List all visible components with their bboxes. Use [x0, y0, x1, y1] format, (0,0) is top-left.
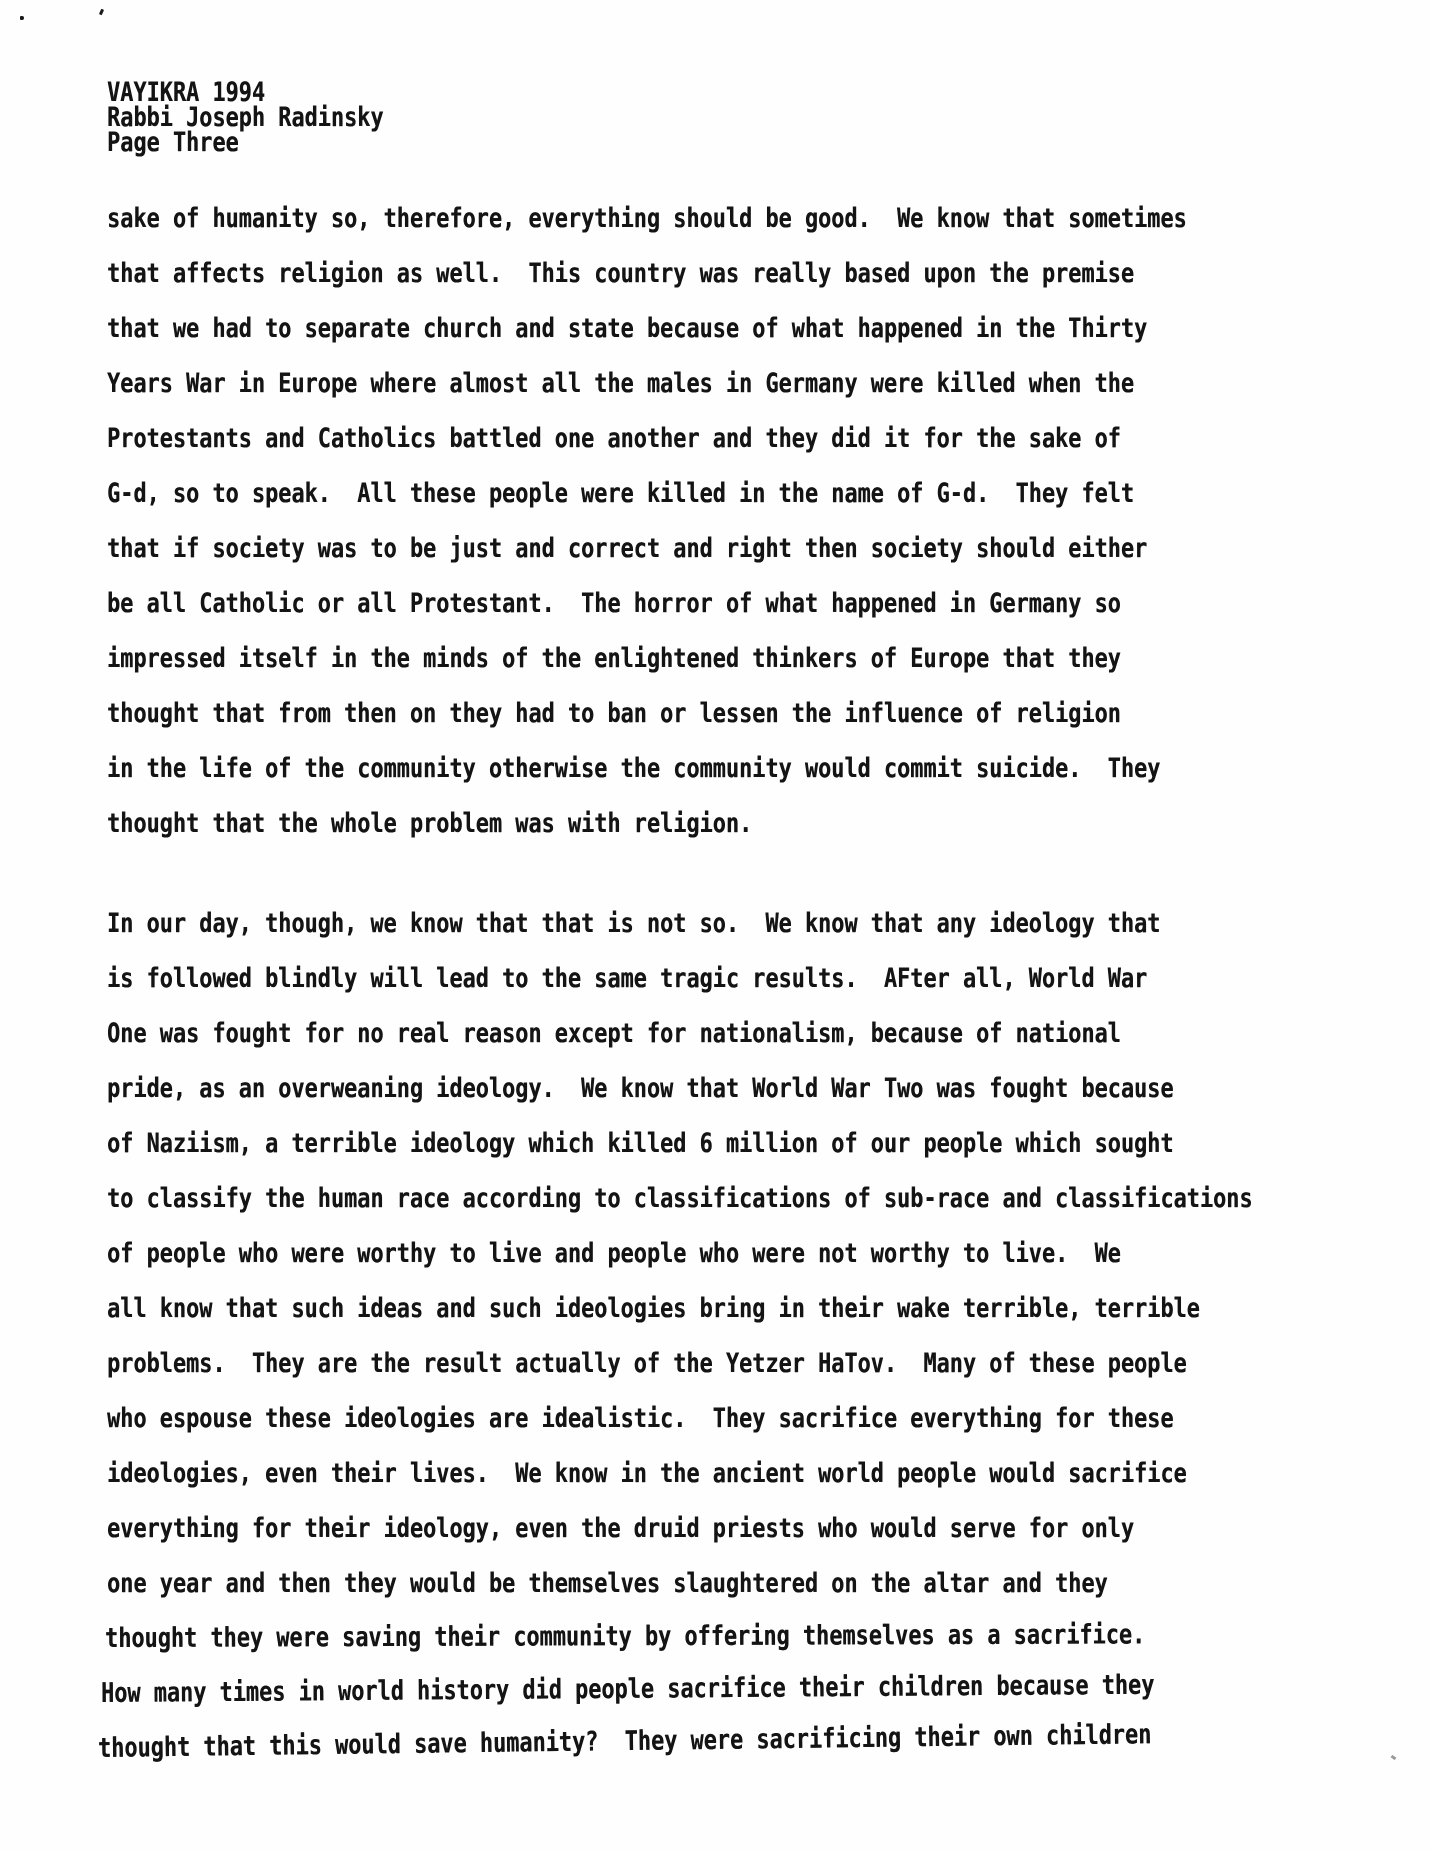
text-line: pride, as an overweaning ideology. We know that World War Two was fought because — [107, 1073, 1174, 1104]
text-line: Protestants and Catholics battled one another and they did it for the sake of — [107, 423, 1121, 454]
text-line: is followed blindly will lead to the same tragic results. AFter all, World War — [107, 963, 1148, 994]
text-line: who espouse these ideologies are idealistic. They sacrifice everything for these — [107, 1403, 1174, 1434]
text-line: all know that such ideas and such ideologies bring in their wake terrible, terrible — [107, 1293, 1200, 1324]
text-line: to classify the human race according to classifications of sub-race and classifications — [107, 1183, 1253, 1214]
text-line: that if society was to be just and correct and right then society should either — [107, 533, 1148, 564]
text-line: everything for their ideology, even the druid priests who would serve for only — [107, 1513, 1135, 1544]
text-line: that we had to separate church and state because of what happened in the Thirty — [107, 313, 1148, 344]
scan-speck — [1391, 1755, 1397, 1760]
text-line: How many times in world history did people sacrifice their children because they — [100, 1669, 1155, 1709]
text-line: thought that the whole problem was with religion. — [107, 808, 753, 839]
text-line: One was fought for no real reason except for nationalism, because of national — [107, 1018, 1121, 1049]
paragraph-2 — [97, 896, 1367, 1776]
text-line: of people who were worthy to live and people who were not worthy to live. We — [107, 1238, 1121, 1269]
header-author: Rabbi Joseph Radinsky — [107, 102, 384, 133]
text-line: problems. They are the result actually of the Yetzer HaTov. Many of these people — [107, 1348, 1187, 1379]
text-line: be all Catholic or all Protestant. The horror of what happened in Germany so — [107, 588, 1121, 619]
text-line: In our day, though, we know that that is not so. We know that any ideology that — [107, 908, 1161, 939]
header-title: VAYIKRA 1994 — [107, 77, 266, 108]
text-line: that affects religion as well. This country was really based upon the premise — [107, 258, 1135, 289]
header-page-number: Page Three — [107, 127, 239, 158]
text-line: thought they were saving their community by offering themselves as a sacrifice. — [104, 1619, 1146, 1654]
text-line: sake of humanity so, therefore, everything should be good. We know that sometimes — [107, 203, 1187, 234]
text-line: of Naziism, a terrible ideology which killed 6 million of our people which sought — [107, 1128, 1174, 1159]
text-line: thought that from then on they had to ban or lessen the influence of religion — [107, 698, 1121, 729]
text-line: ideologies, even their lives. We know in the ancient world people would sacrifice — [107, 1458, 1187, 1489]
paragraph-1 — [107, 191, 1367, 851]
text-line: one year and then they would be themselves slaughtered on the altar and they — [107, 1568, 1108, 1599]
text-line: Years War in Europe where almost all the males in Germany were killed when the — [107, 368, 1135, 399]
document-header — [107, 77, 1367, 158]
text-line: thought that this would save humanity? They were sacrificing their own children — [97, 1719, 1152, 1764]
scan-speck — [20, 16, 24, 20]
text-line: G-d, so to speak. All these people were killed in the name of G-d. They felt — [107, 478, 1135, 509]
scan-speck — [99, 9, 104, 16]
text-line: impressed itself in the minds of the enlightened thinkers of Europe that they — [107, 643, 1121, 674]
text-line: in the life of the community otherwise the community would commit suicide. They — [107, 753, 1161, 784]
text-column — [97, 77, 1367, 1776]
